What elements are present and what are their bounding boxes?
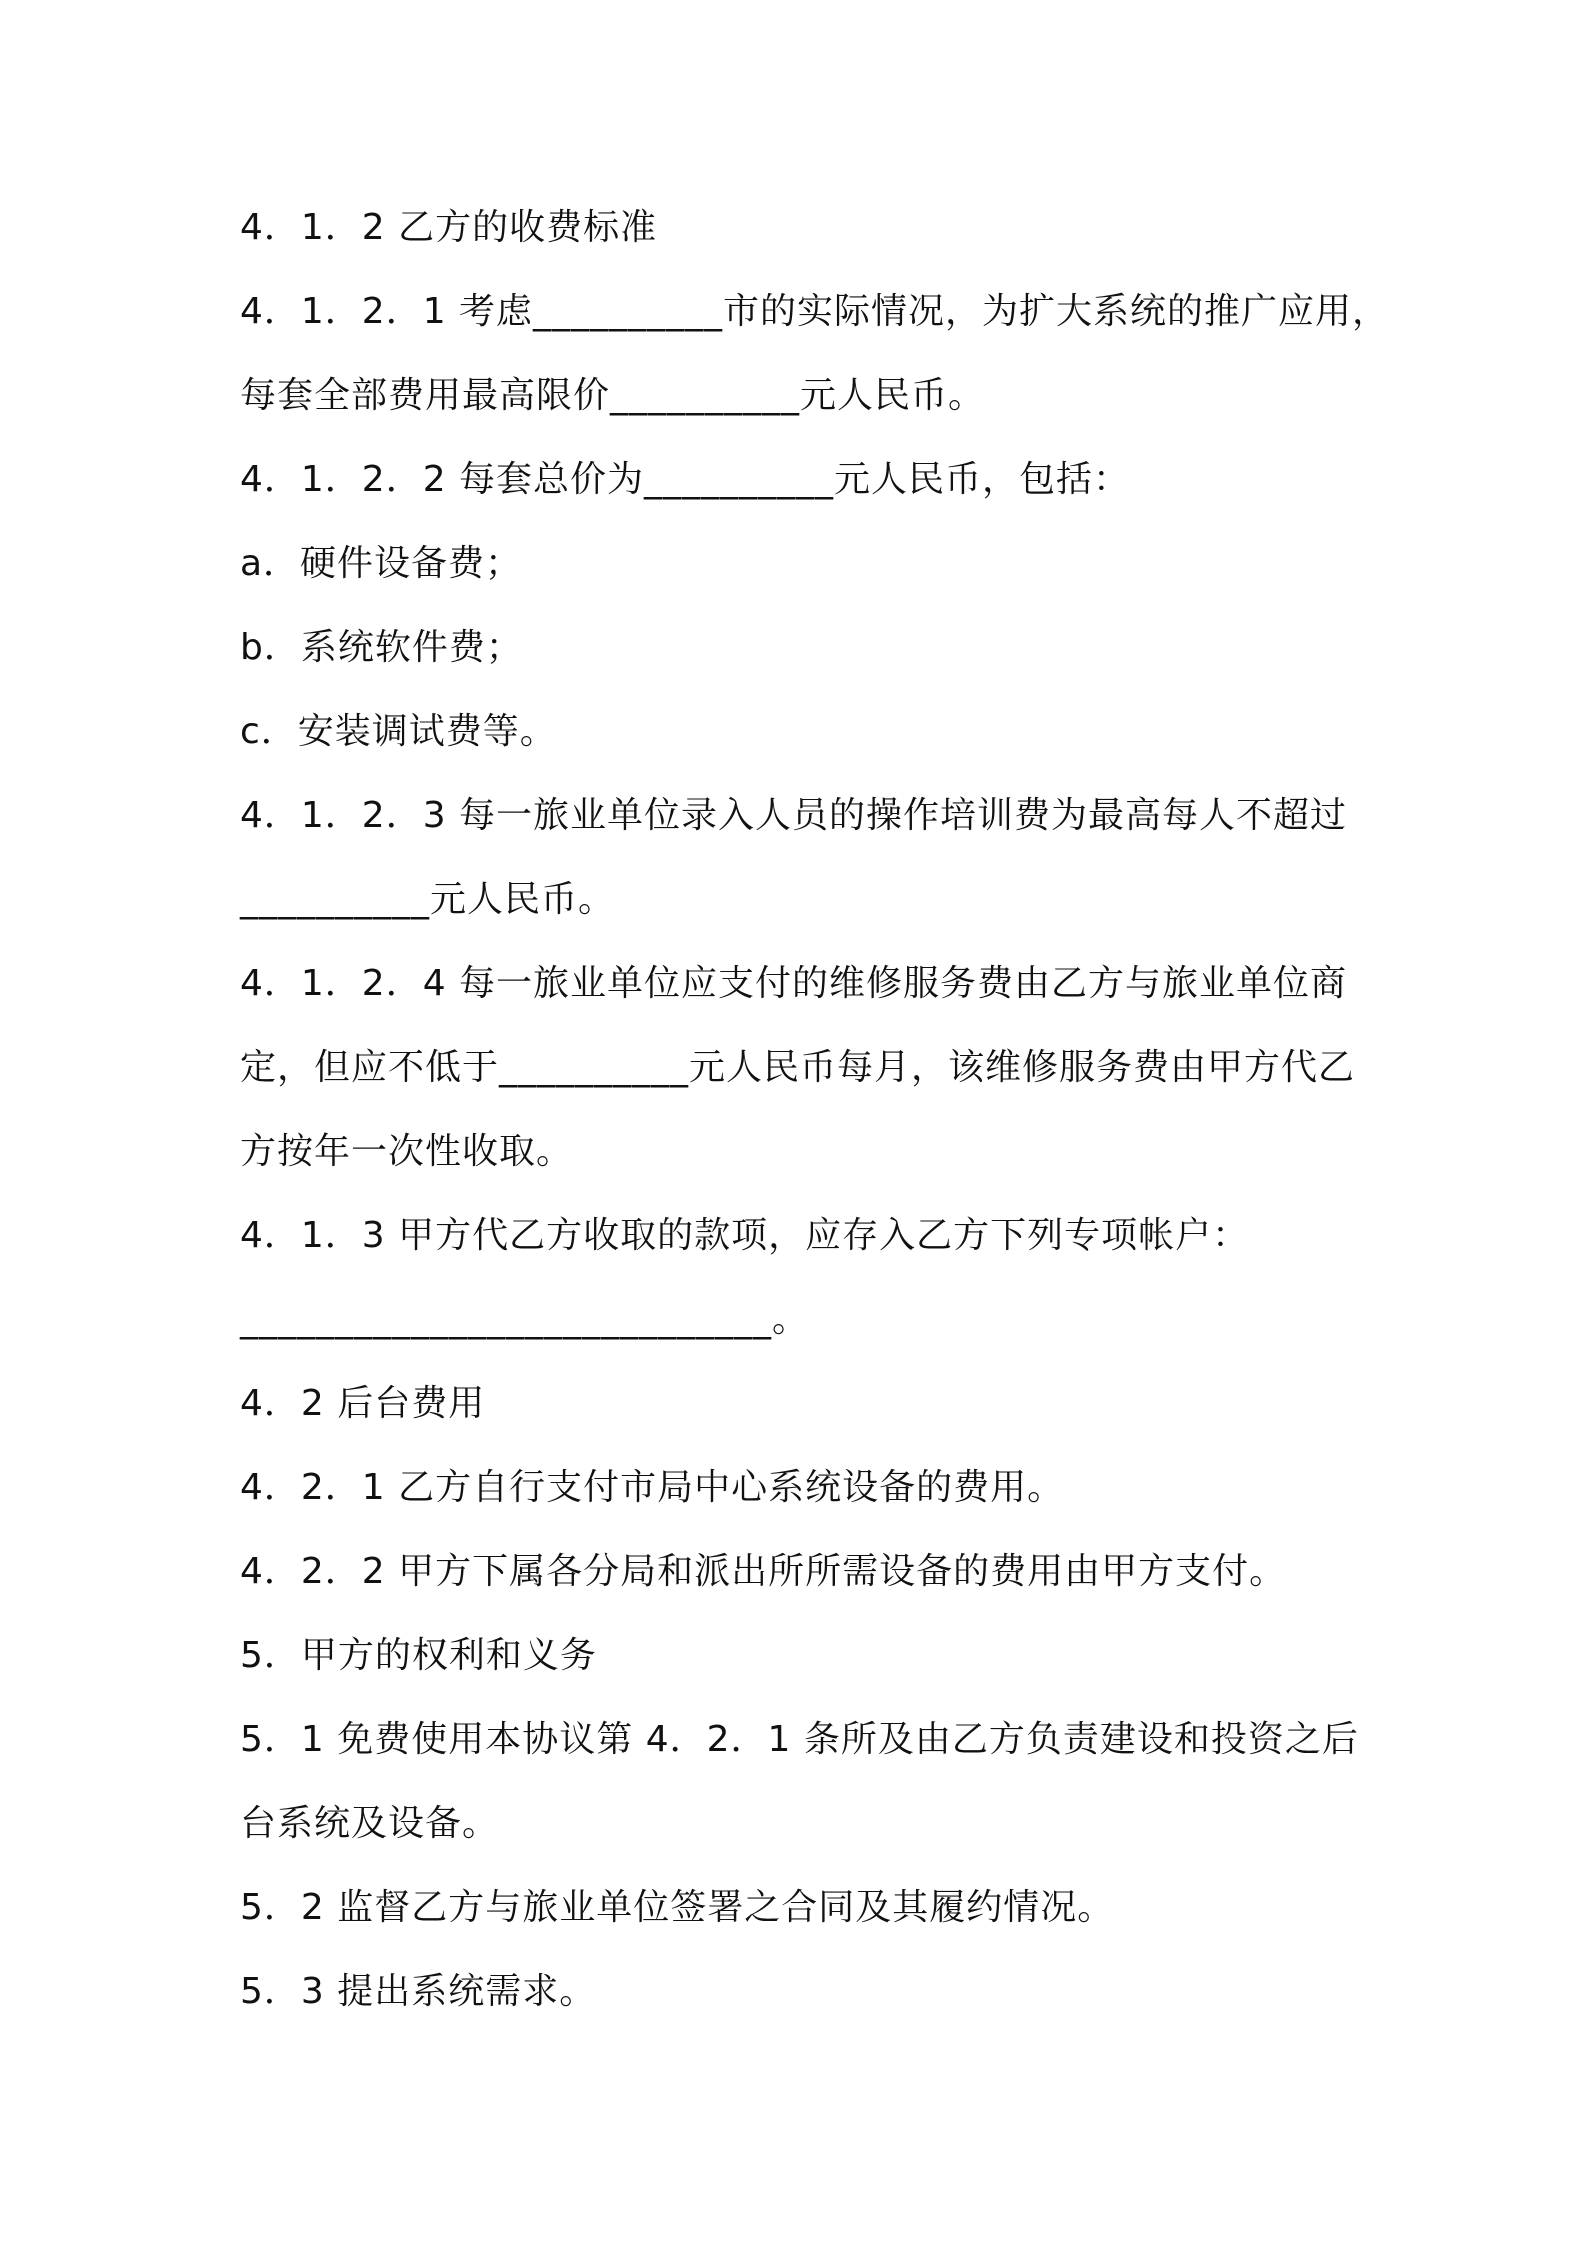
- text-line: 定，但应不低于__________元人民币每月，该维修服务费由甲方代乙: [240, 1047, 1356, 1088]
- text-line: __________元人民币。: [240, 879, 616, 920]
- text-line: 4．2．1 乙方自行支付市局中心系统设备的费用。: [240, 1467, 1065, 1508]
- text-line: 4．1．2．3 每一旅业单位录入人员的操作培训费为最高每人不超过: [240, 795, 1348, 836]
- text-line: 4．2．2 甲方下属各分局和派出所所需设备的费用由甲方支付。: [240, 1551, 1287, 1592]
- text-line: ____________________________。: [240, 1299, 809, 1340]
- text-line: 4．1．2．2 每套总价为__________元人民币，包括：: [240, 459, 1131, 500]
- section-heading: 5．甲方的权利和义务: [240, 1635, 597, 1676]
- text-line: 每套全部费用最高限价__________元人民币。: [240, 375, 986, 416]
- text-line: 5．2 监督乙方与旅业单位签署之合同及其履约情况。: [240, 1887, 1115, 1928]
- text-line: 5．3 提出系统需求。: [240, 1971, 597, 2012]
- text-line: 5．1 免费使用本协议第 4．2．1 条所及由乙方负责建设和投资之后: [240, 1719, 1359, 1760]
- section-heading: 4．2 后台费用: [240, 1383, 486, 1424]
- text-line: 4．1．2．4 每一旅业单位应支付的维修服务费由乙方与旅业单位商: [240, 963, 1348, 1004]
- text-line: 4．1．3 甲方代乙方收取的款项，应存入乙方下列专项帐户：: [240, 1215, 1250, 1256]
- list-item: c．安装调试费等。: [240, 711, 557, 752]
- text-line: 4．1．2 乙方的收费标准: [240, 207, 658, 248]
- text-line: 台系统及设备。: [240, 1803, 500, 1844]
- text-line: 4．1．2．1 考虑__________市的实际情况，为扩大系统的推广应用，: [240, 291, 1390, 332]
- text-line: 方按年一次性收取。: [240, 1131, 574, 1172]
- list-item: a．硬件设备费；: [240, 543, 523, 584]
- list-item: b．系统软件费；: [240, 627, 523, 668]
